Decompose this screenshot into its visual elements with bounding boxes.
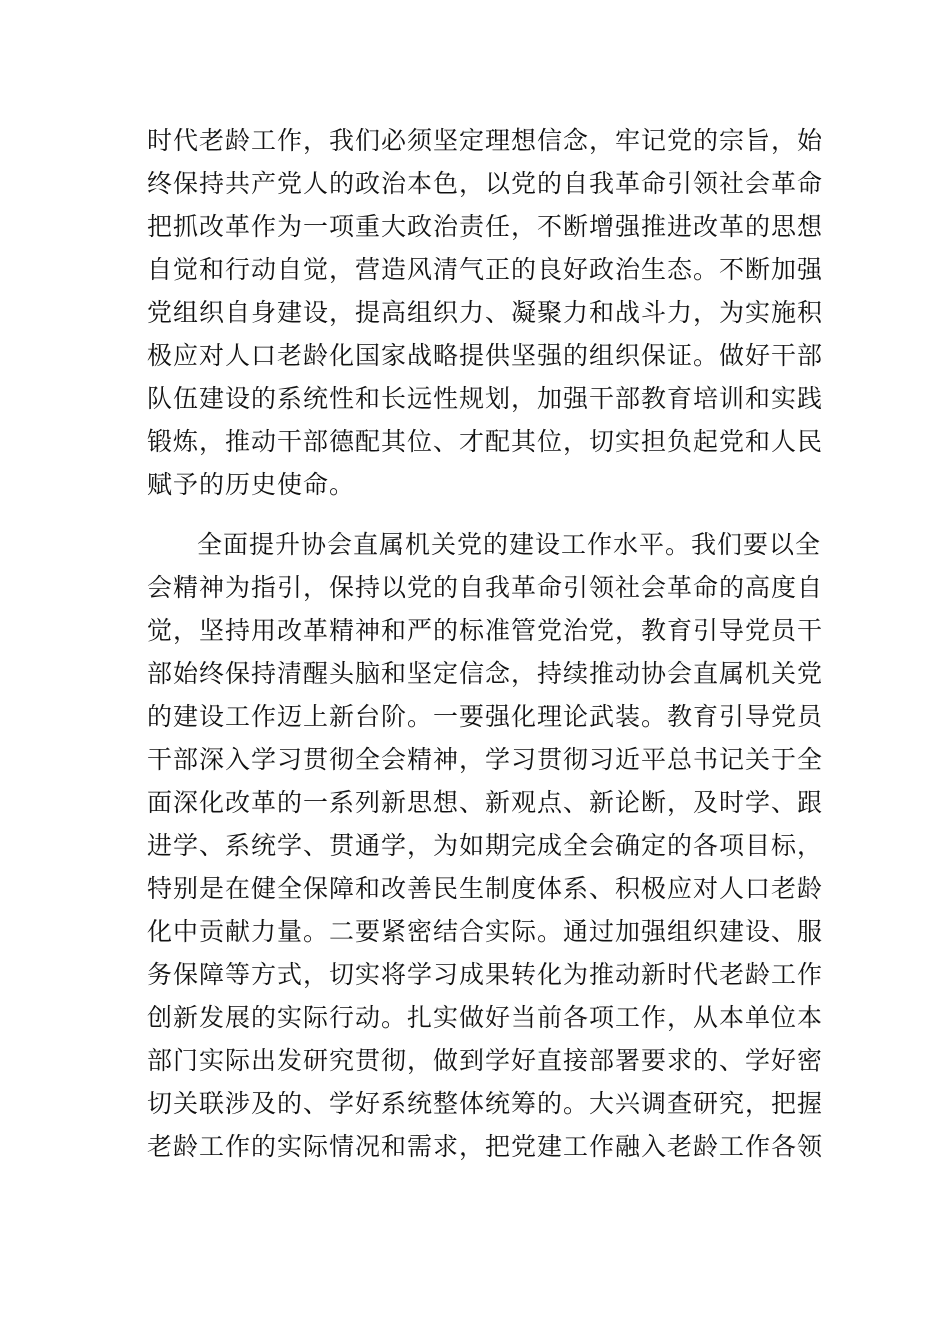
paragraph-1-line-6: 极应对人口老龄化国家战略提供坚强的组织保证。做好干部: [147, 341, 824, 370]
paragraph-2-line-13: 部门实际出发研究贯彻，做到学好直接部署要求的、学好密: [147, 1046, 824, 1075]
paragraph-2-line-5: 的建设工作迈上新台阶。一要强化理论武装。教育引导党员: [147, 702, 824, 731]
paragraph-1-line-4: 自觉和行动自觉，营造风清气正的良好政治生态。不断加强: [147, 255, 824, 284]
paragraph-2-line-11: 务保障等方式，切实将学习成果转化为推动新时代老龄工作: [147, 960, 824, 989]
paragraph-2-line-12: 创新发展的实际行动。扎实做好当前各项工作，从本单位本: [147, 1003, 824, 1032]
paragraph-2-line-4: 部始终保持清醒头脑和坚定信念，持续推动协会直属机关党: [147, 659, 824, 688]
paragraph-2-line-1: 全面提升协会直属机关党的建设工作水平。我们要以全: [197, 530, 822, 559]
paragraph-2-line-2: 会精神为指引，保持以党的自我革命引领社会革命的高度自: [147, 573, 824, 602]
paragraph-2-line-3: 觉，坚持用改革精神和严的标准管党治党，教育引导党员干: [147, 616, 824, 645]
paragraph-1-line-8: 锻炼，推动干部德配其位、才配其位，切实担负起党和人民: [147, 427, 824, 456]
paragraph-2-line-6: 干部深入学习贯彻全会精神，学习贯彻习近平总书记关于全: [147, 745, 824, 774]
paragraph-1-line-9: 赋予的历史使命。: [147, 470, 356, 499]
paragraph-2-line-8: 进学、系统学、贯通学，为如期完成全会确定的各项目标，: [147, 831, 824, 860]
paragraph-1-line-5: 党组织自身建设，提高组织力、凝聚力和战斗力，为实施积: [147, 298, 824, 327]
paragraph-2-line-9: 特别是在健全保障和改善民生制度体系、积极应对人口老龄: [147, 874, 824, 903]
paragraph-1-line-1: 时代老龄工作，我们必须坚定理想信念，牢记党的宗旨，始: [147, 126, 824, 155]
paragraph-1-line-3: 把抓改革作为一项重大政治责任，不断增强推进改革的思想: [147, 212, 824, 241]
paragraph-2-line-14: 切关联涉及的、学好系统整体统筹的。大兴调查研究，把握: [147, 1089, 824, 1118]
paragraph-2-line-15: 老龄工作的实际情况和需求，把党建工作融入老龄工作各领: [147, 1132, 824, 1161]
paragraph-2-line-10: 化中贡献力量。二要紧密结合实际。通过加强组织建设、服: [147, 917, 824, 946]
paragraph-2-line-7: 面深化改革的一系列新思想、新观点、新论断，及时学、跟: [147, 788, 824, 817]
paragraph-1-line-7: 队伍建设的系统性和长远性规划，加强干部教育培训和实践: [147, 384, 824, 413]
paragraph-1-line-2: 终保持共产党人的政治本色，以党的自我革命引领社会革命: [147, 169, 824, 198]
